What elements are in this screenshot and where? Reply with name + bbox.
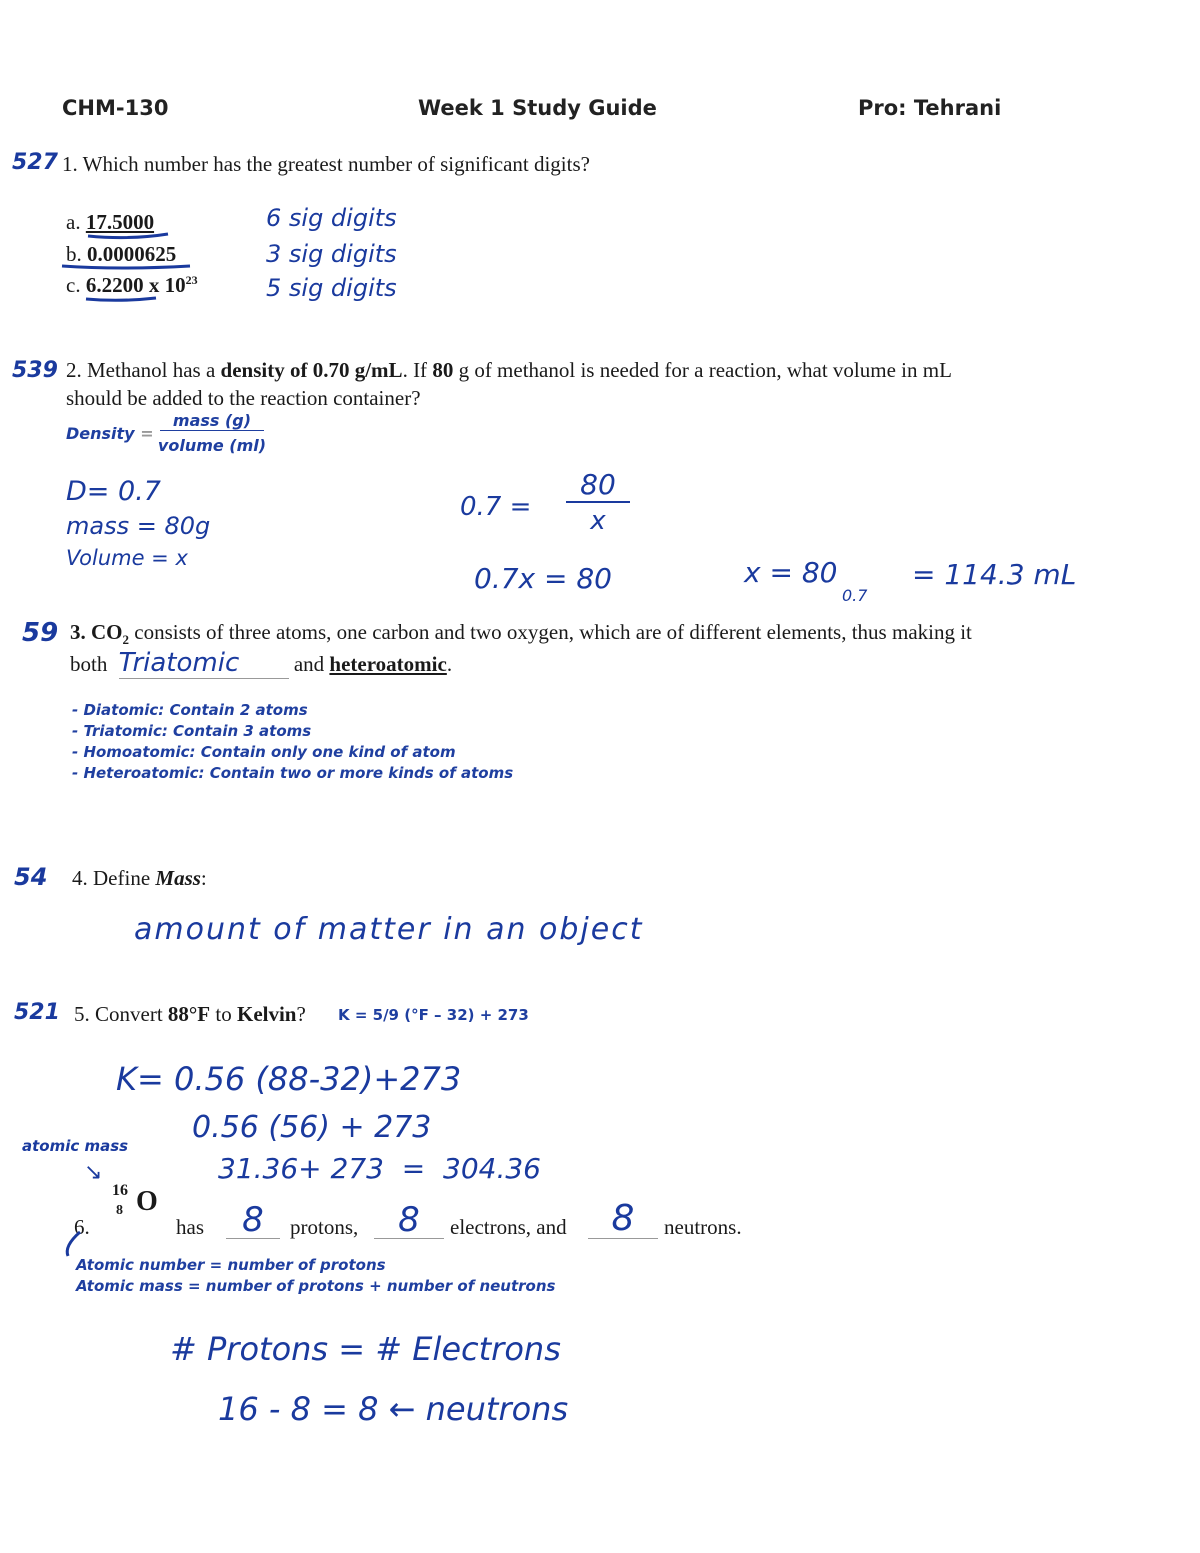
q6-number: 6. (74, 1215, 90, 1239)
q6-work-line1: # Protons = # Electrons (170, 1330, 561, 1368)
q1-option-a: a. 17.5000 (66, 210, 155, 234)
q2-given-volume: Volume = x (66, 546, 188, 570)
course-code: CHM-130 (62, 96, 169, 120)
q3-note-heteroatomic: - Heteroatomic: Contain two or more kinds of atoms (72, 764, 514, 782)
q5-page-note: 521 (14, 1000, 60, 1025)
q1-option-b: b. 0.0000625 (66, 242, 177, 266)
q6-protons-label: protons, (290, 1215, 359, 1239)
q6-electrons-blank: 8 (374, 1200, 444, 1239)
kelvin-formula: K = 5/9 (°F – 32) + 273 (338, 1006, 529, 1024)
q4-page-note: 54 (14, 863, 48, 891)
q2-equation-denominator: x (590, 506, 606, 536)
q1-answer-b: 3 sig digits (266, 240, 397, 268)
density-formula-label: Density = (66, 424, 154, 443)
q2-equation-left: 0.7 = (460, 492, 532, 522)
q4-answer: amount of matter in an object (134, 912, 644, 947)
q2-result-denominator: 0.7 (842, 586, 868, 605)
q1-question: 1. Which number has the greatest number of significant digits? (62, 152, 590, 176)
q3-note-diatomic: - Diatomic: Contain 2 atoms (72, 701, 308, 719)
q5-work-line1: K= 0.56 (88-32)+273 (116, 1060, 462, 1098)
q5-work-line2: 0.56 (56) + 273 (192, 1110, 432, 1145)
q6-neutrons-blank: 8 (588, 1198, 658, 1239)
q6-protons-blank: 8 (226, 1200, 280, 1239)
q6-electrons-label: electrons, and (450, 1215, 567, 1239)
q2-question: 2. Methanol has a density of 0.70 g/mL. If 80 g of methanol is needed for a reaction, what volume in mL (66, 358, 952, 382)
q6-atomic-number: 8 (116, 1203, 123, 1218)
q6-annotation-stroke (67, 1232, 80, 1256)
q6-note-atomic-number: Atomic number = number of protons (76, 1256, 386, 1274)
q1-answer-a: 6 sig digits (266, 204, 397, 232)
q6-annotation-arrow-icon: ↘ (84, 1160, 103, 1185)
q6-has: has (176, 1215, 204, 1239)
q2-given-density: D= 0.7 (66, 476, 161, 507)
q2-equation-numerator: 80 (566, 468, 630, 503)
q1-page-note: 527 (12, 150, 58, 175)
density-formula-numerator: mass (g) (160, 411, 264, 431)
q5-question: 5. Convert 88°F to Kelvin? (74, 1002, 306, 1026)
q6-work-line2: 16 - 8 = 8 ← neutrons (218, 1390, 569, 1428)
underline-a (88, 234, 168, 238)
q2-equation-2: 0.7x = 80 (474, 562, 612, 595)
q1-option-c: c. 6.2200 x $10^{23}$ (66, 273, 198, 297)
q3-question-line1: 3. $CO_2$ consists of three atoms, one carbon and two oxygen, which are of different elements, thus making it (70, 620, 972, 648)
q3-page-note: 59 (22, 618, 59, 648)
q3-question-line2: both Triatomic and heteroatomic. (70, 648, 453, 678)
density-formula-denominator: volume (ml) (157, 436, 267, 455)
q3-note-triatomic: - Triatomic: Contain 3 atoms (72, 722, 312, 740)
q6-element-symbol: O (136, 1186, 158, 1217)
page-title: Week 1 Study Guide (418, 96, 657, 120)
q2-result-value: = 114.3 mL (912, 558, 1077, 591)
q6-atomic-mass-annotation: atomic mass (22, 1137, 129, 1155)
q3-answer: Triatomic (118, 648, 240, 678)
professor: Pro: Tehrani (858, 96, 1002, 120)
q5-work-line3: 31.36+ 273 = 304.36 (218, 1152, 541, 1185)
q3-note-homoatomic: - Homoatomic: Contain only one kind of atom (72, 743, 456, 761)
underline-c (86, 298, 156, 300)
q6-note-atomic-mass: Atomic mass = number of protons + number of neutrons (76, 1277, 556, 1295)
q1-answer-c: 5 sig digits (266, 274, 397, 302)
q2-given-mass: mass = 80g (66, 512, 211, 540)
q2-result-x: x = 80 (744, 556, 838, 589)
q2-question-line2: should be added to the reaction container? (66, 386, 421, 410)
underline-b (62, 266, 190, 268)
q2-page-note: 539 (12, 358, 58, 383)
q4-question: 4. Define Mass: (72, 866, 207, 890)
q6-mass-number: 16 (112, 1182, 128, 1199)
q6-neutrons-label: neutrons. (664, 1215, 742, 1239)
